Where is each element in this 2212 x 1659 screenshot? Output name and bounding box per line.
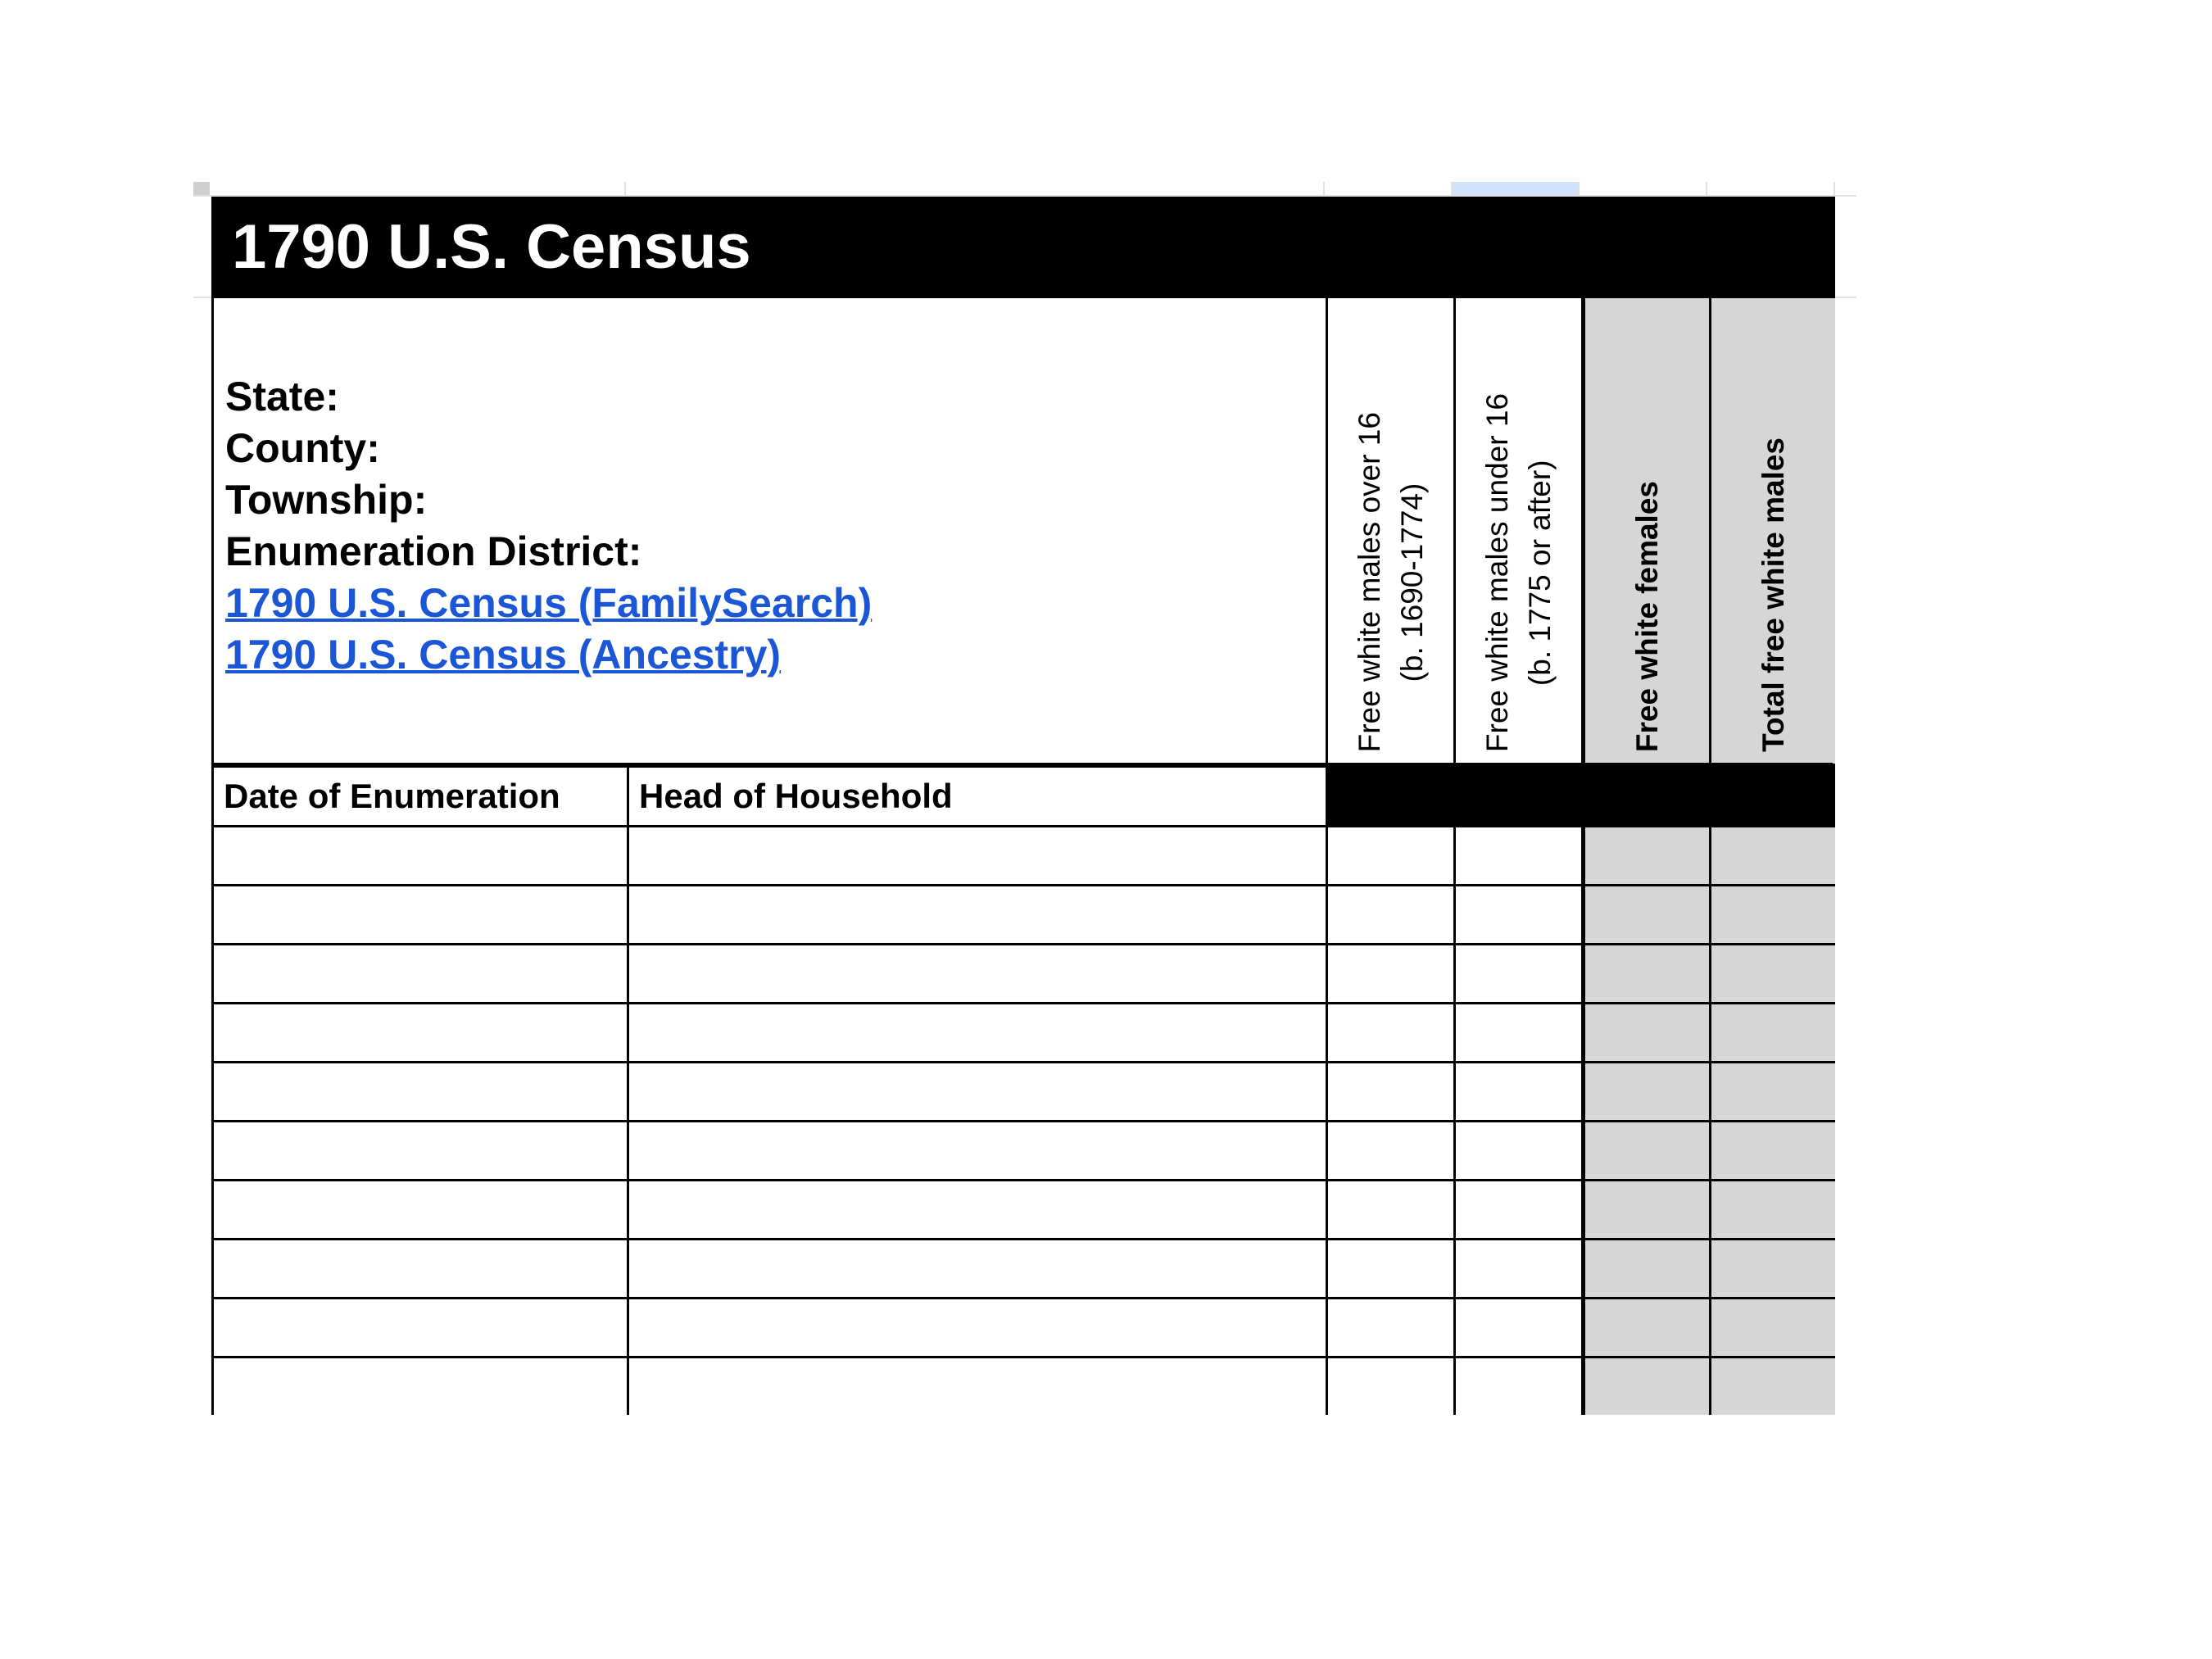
males-under-16-cell[interactable] bbox=[1453, 1004, 1581, 1061]
males-under-16-cell[interactable] bbox=[1453, 1181, 1581, 1238]
gridline bbox=[193, 297, 211, 298]
state-label: State: bbox=[225, 374, 339, 419]
free-white-females-cell[interactable] bbox=[1581, 886, 1709, 943]
date-cell[interactable] bbox=[214, 1240, 627, 1297]
males-over-16-cell[interactable] bbox=[1326, 1358, 1453, 1415]
head-of-household-cell[interactable] bbox=[627, 1063, 1326, 1120]
free-white-females-cell[interactable] bbox=[1581, 1181, 1709, 1238]
males-over-16-cell[interactable] bbox=[1326, 1181, 1453, 1238]
males-under-16-cell[interactable] bbox=[1453, 1122, 1581, 1179]
header-males-under-16-text bbox=[1476, 393, 1562, 752]
total-free-white-males-cell[interactable] bbox=[1709, 886, 1835, 943]
males-under-16-cell[interactable] bbox=[1453, 945, 1581, 1002]
date-cell[interactable] bbox=[214, 1358, 627, 1415]
header-males-over-16-line2: (b. 1690-1774) bbox=[1394, 482, 1429, 682]
head-of-household-cell[interactable] bbox=[627, 1181, 1326, 1238]
header-total-free-white-males-text: Total free white males bbox=[1756, 437, 1790, 752]
free-white-females-cell[interactable] bbox=[1581, 827, 1709, 884]
males-over-16-cell[interactable] bbox=[1326, 827, 1453, 884]
free-white-females-cell[interactable] bbox=[1581, 1004, 1709, 1061]
township-label: Township: bbox=[225, 477, 428, 523]
table-row bbox=[214, 1061, 1833, 1120]
total-free-white-males-cell[interactable] bbox=[1709, 1299, 1835, 1356]
gridline bbox=[624, 182, 626, 197]
free-white-females-cell[interactable] bbox=[1581, 1122, 1709, 1179]
males-over-16-cell[interactable] bbox=[1326, 1122, 1453, 1179]
header-free-white-females[interactable] bbox=[1581, 298, 1709, 764]
table-row bbox=[214, 1297, 1833, 1356]
date-cell[interactable] bbox=[214, 1181, 627, 1238]
males-over-16-cell[interactable] bbox=[1326, 945, 1453, 1002]
head-of-household-cell[interactable] bbox=[627, 827, 1326, 884]
date-cell[interactable] bbox=[214, 886, 627, 943]
header-males-under-16[interactable] bbox=[1453, 298, 1581, 764]
free-white-females-cell[interactable] bbox=[1581, 1063, 1709, 1120]
males-over-16-cell[interactable] bbox=[1326, 1063, 1453, 1120]
table-row bbox=[214, 943, 1833, 1002]
gridline bbox=[1451, 182, 1453, 197]
head-of-household-cell[interactable] bbox=[627, 1358, 1326, 1415]
table-row bbox=[214, 1002, 1833, 1061]
table-row bbox=[214, 1238, 1833, 1297]
table-row bbox=[214, 1356, 1833, 1415]
header-males-under-16-line2: (b. 1775 or after) bbox=[1522, 460, 1557, 686]
head-of-household-header[interactable]: Head of Household bbox=[627, 768, 1326, 825]
familysearch-link[interactable]: 1790 U.S. Census (FamilySearch) bbox=[225, 580, 873, 626]
total-free-white-males-cell[interactable] bbox=[1709, 1063, 1835, 1120]
total-free-white-males-cell[interactable] bbox=[1709, 945, 1835, 1002]
males-under-16-cell[interactable] bbox=[1453, 827, 1581, 884]
header-total-free-white-males[interactable] bbox=[1709, 298, 1835, 764]
total-free-white-males-cell[interactable] bbox=[1709, 1240, 1835, 1297]
household-rows bbox=[214, 825, 1833, 1415]
total-free-white-males-cell[interactable] bbox=[1709, 1181, 1835, 1238]
head-of-household-cell[interactable] bbox=[627, 1122, 1326, 1179]
total-free-white-males-cell[interactable] bbox=[1709, 1122, 1835, 1179]
free-white-females-cell[interactable] bbox=[1581, 1240, 1709, 1297]
column-header-row bbox=[214, 768, 1833, 825]
head-of-household-cell[interactable] bbox=[627, 945, 1326, 1002]
free-white-females-cell[interactable] bbox=[1581, 1358, 1709, 1415]
gridline bbox=[1578, 182, 1580, 197]
date-cell[interactable] bbox=[214, 945, 627, 1002]
table-row bbox=[214, 884, 1833, 943]
header-males-over-16-line1: Free white males over 16 bbox=[1352, 411, 1386, 752]
date-cell[interactable] bbox=[214, 1004, 627, 1061]
ancestry-link[interactable]: 1790 U.S. Census (Ancestry) bbox=[225, 632, 782, 678]
total-free-white-males-cell[interactable] bbox=[1709, 1358, 1835, 1415]
males-under-16-cell[interactable] bbox=[1453, 1358, 1581, 1415]
date-cell[interactable] bbox=[214, 1299, 627, 1356]
males-under-16-cell[interactable] bbox=[1453, 886, 1581, 943]
table-row bbox=[214, 1120, 1833, 1179]
males-under-16-cell[interactable] bbox=[1453, 1240, 1581, 1297]
head-of-household-cell[interactable] bbox=[627, 1240, 1326, 1297]
head-of-household-cell[interactable] bbox=[627, 886, 1326, 943]
header-free-white-females-text: Free white females bbox=[1630, 480, 1664, 752]
date-cell[interactable] bbox=[214, 1063, 627, 1120]
gridline bbox=[1834, 182, 1835, 197]
head-of-household-cell[interactable] bbox=[627, 1299, 1326, 1356]
enumeration-district-label: Enumeration District: bbox=[225, 528, 642, 574]
head-of-household-cell[interactable] bbox=[627, 1004, 1326, 1061]
males-over-16-cell[interactable] bbox=[1326, 1299, 1453, 1356]
date-cell[interactable] bbox=[214, 1122, 627, 1179]
gridline bbox=[1706, 182, 1707, 197]
header-males-over-16-text bbox=[1349, 412, 1434, 752]
free-white-females-cell[interactable] bbox=[1581, 1299, 1709, 1356]
males-over-16-cell[interactable] bbox=[1326, 1240, 1453, 1297]
county-label: County: bbox=[225, 425, 380, 471]
gridline bbox=[1835, 297, 1856, 298]
total-free-white-males-cell[interactable] bbox=[1709, 1004, 1835, 1061]
gridline bbox=[1323, 182, 1325, 197]
males-over-16-cell[interactable] bbox=[1326, 886, 1453, 943]
form-title[interactable]: 1790 U.S. Census bbox=[214, 197, 1833, 298]
males-over-16-cell[interactable] bbox=[1326, 1004, 1453, 1061]
males-under-16-cell[interactable] bbox=[1453, 1063, 1581, 1120]
header-males-over-16[interactable] bbox=[1326, 298, 1453, 764]
header-males-under-16-line1: Free white males under 16 bbox=[1480, 392, 1514, 752]
census-form bbox=[211, 197, 1835, 1415]
total-free-white-males-cell[interactable] bbox=[1709, 827, 1835, 884]
free-white-females-cell[interactable] bbox=[1581, 945, 1709, 1002]
table-row bbox=[214, 825, 1833, 884]
count-columns-header-bar[interactable] bbox=[1326, 768, 1835, 825]
table-row bbox=[214, 1179, 1833, 1238]
males-under-16-cell[interactable] bbox=[1453, 1299, 1581, 1356]
date-cell[interactable] bbox=[214, 827, 627, 884]
date-of-enumeration-header[interactable]: Date of Enumeration bbox=[224, 777, 560, 815]
